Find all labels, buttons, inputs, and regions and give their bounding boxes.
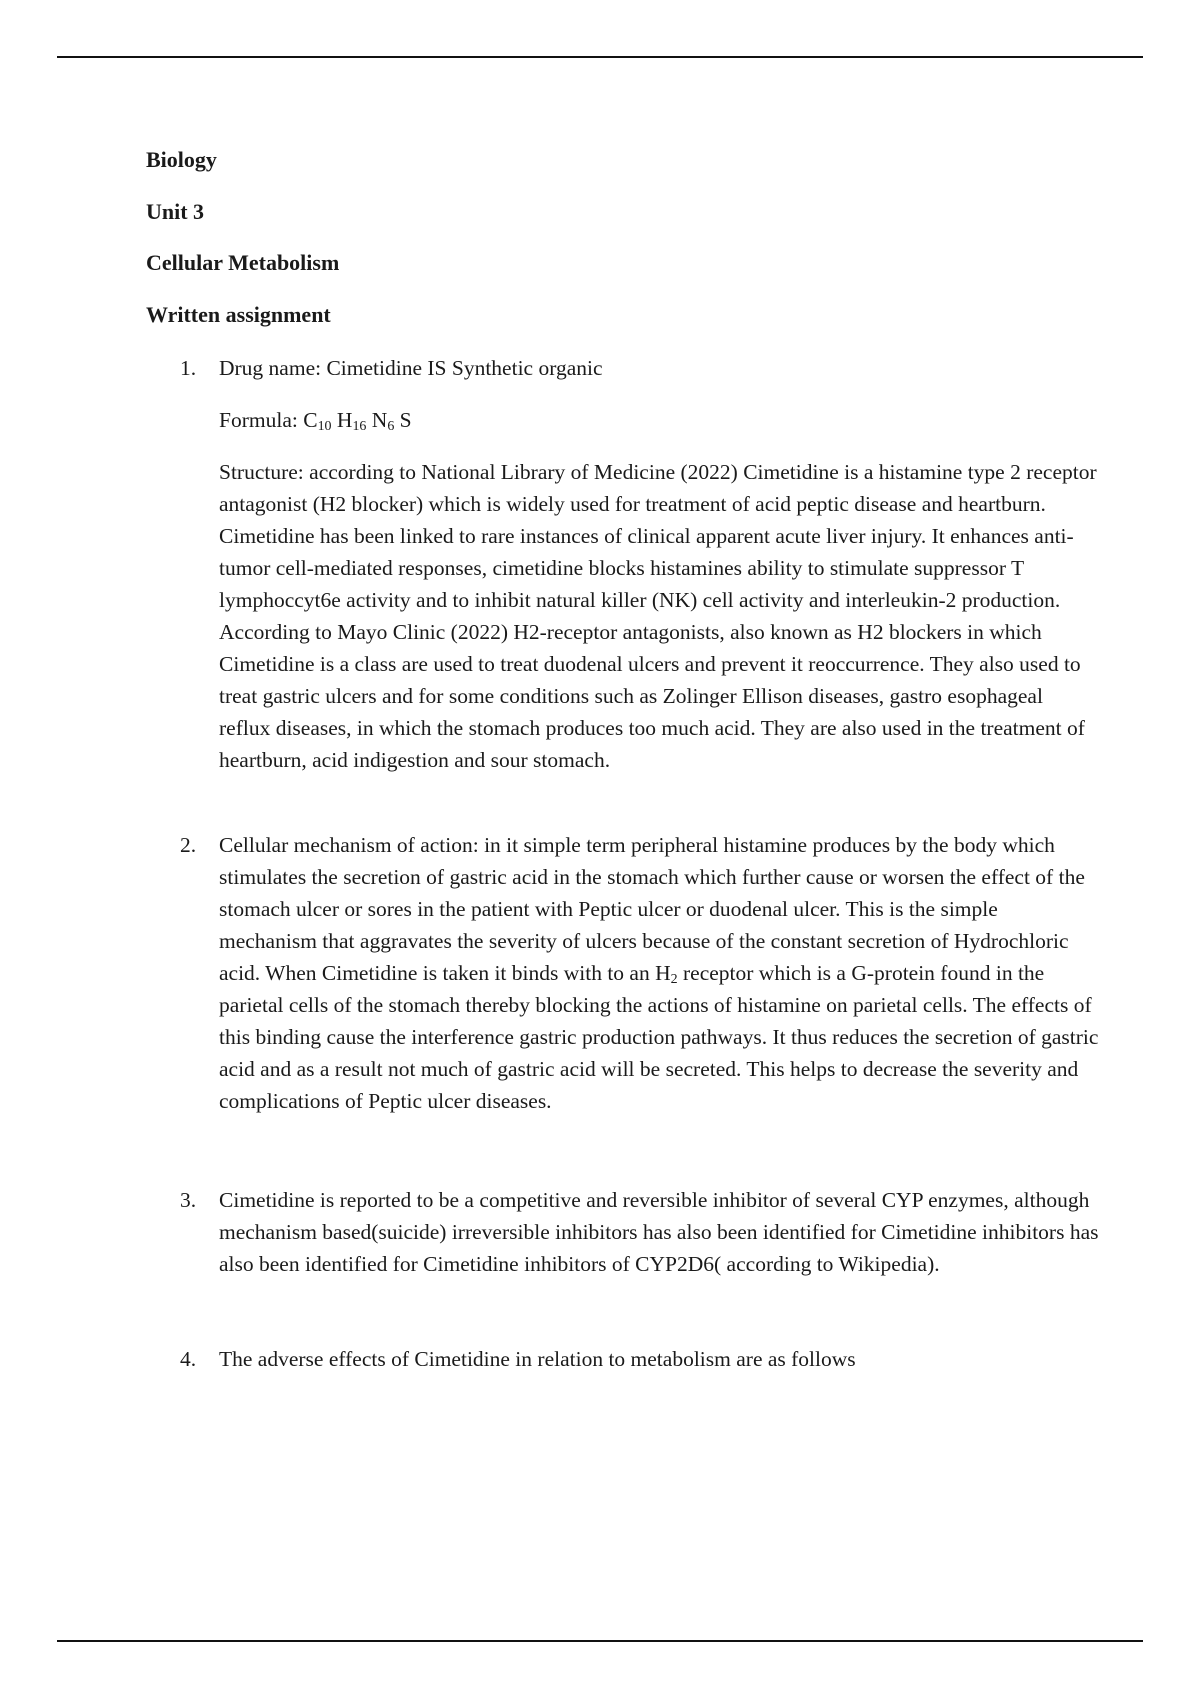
formula-h: H: [336, 408, 353, 432]
formula-n: N: [371, 408, 388, 432]
list-number: 4.: [180, 1347, 197, 1371]
unit-heading: Unit 3: [146, 199, 205, 224]
list-number: 2.: [180, 833, 197, 857]
topic-heading: Cellular Metabolism: [146, 250, 340, 275]
list-number: 1.: [180, 356, 197, 380]
formula-c: C: [303, 408, 318, 432]
assignment-heading: Written assignment: [146, 302, 331, 327]
mechanism-paragraph: [219, 829, 1099, 1117]
footer-rule: [57, 1640, 1143, 1642]
mechanism-text-a: Cellular mechanism of action: in it simple term peripheral histamine produces by the body which stimulates the secretion of gastric acid in the stomach which further cause or worsen the effect of the stomach ulcer or sores in the patient with Peptic ulcer or duodenal ulcer. This is the simple mechanism that aggravates the severity of ulcers because of the constant secretion of Hydrochloric acid. When Cimetidine is taken it binds with to an H: [219, 833, 1085, 985]
formula-h-sub: 16: [352, 419, 367, 434]
formula-line: [219, 404, 1099, 436]
adverse-effects-paragraph: The adverse effects of Cimetidine in relation to metabolism are as follows: [219, 1347, 856, 1371]
formula-c-sub: 10: [317, 419, 332, 434]
header-rule: [57, 56, 1143, 58]
formula-s: S: [399, 408, 412, 432]
mechanism-text-b: receptor which is a G-protein found in the parietal cells of the stomach thereby blocking the actions of histamine on parietal cells. The effects of this binding cause the interference gastric production pathways. It thus reduces the secretion of gastric acid and as a result not much of gastric acid will be secreted. This helps to decrease the severity and complications of Peptic ulcer diseases.: [219, 961, 1099, 1113]
drug-name-line: Drug name: Cimetidine IS Synthetic organic: [219, 356, 603, 380]
subject-heading: Biology: [146, 147, 217, 172]
formula-label: Formula:: [219, 408, 298, 432]
structure-paragraph: Structure: according to National Library of Medicine (2022) Cimetidine is a histamine type 2 receptor antagonist (H2 blocker) which is widely used for treatment of acid peptic disease and heartburn. Cimetidine has been linked to rare instances of clinical apparent acute liver injury. It enhances anti-tumor cell-mediated responses, cimetidine blocks histamines ability to stimulate suppressor T lymphoccyt6e activity and to inhibit natural killer (NK) cell activity and interleukin-2 production. According to Mayo Clinic (2022) H2-receptor antagonists, also known as H2 blockers in which Cimetidine is a class are used to treat duodenal ulcers and prevent it reoccurrence. They also used to treat gastric ulcers and for some conditions such as Zolinger Ellison diseases, gastro esophageal reflux diseases, in which the stomach produces too much acid. They are also used in the treatment of heartburn, acid indigestion and sour stomach.: [219, 460, 1097, 772]
list-number: 3.: [180, 1188, 197, 1212]
formula-n-sub: 6: [387, 419, 395, 434]
mechanism-sub: 2: [670, 972, 678, 987]
inhibitor-paragraph: Cimetidine is reported to be a competitive and reversible inhibitor of several CYP enzymes, although mechanism based(suicide) irreversible inhibitors has also been identified for Cimetidine inhibitors has also been identified for Cimetidine inhibitors of CYP2D6( according to Wikipedia).: [219, 1188, 1099, 1276]
